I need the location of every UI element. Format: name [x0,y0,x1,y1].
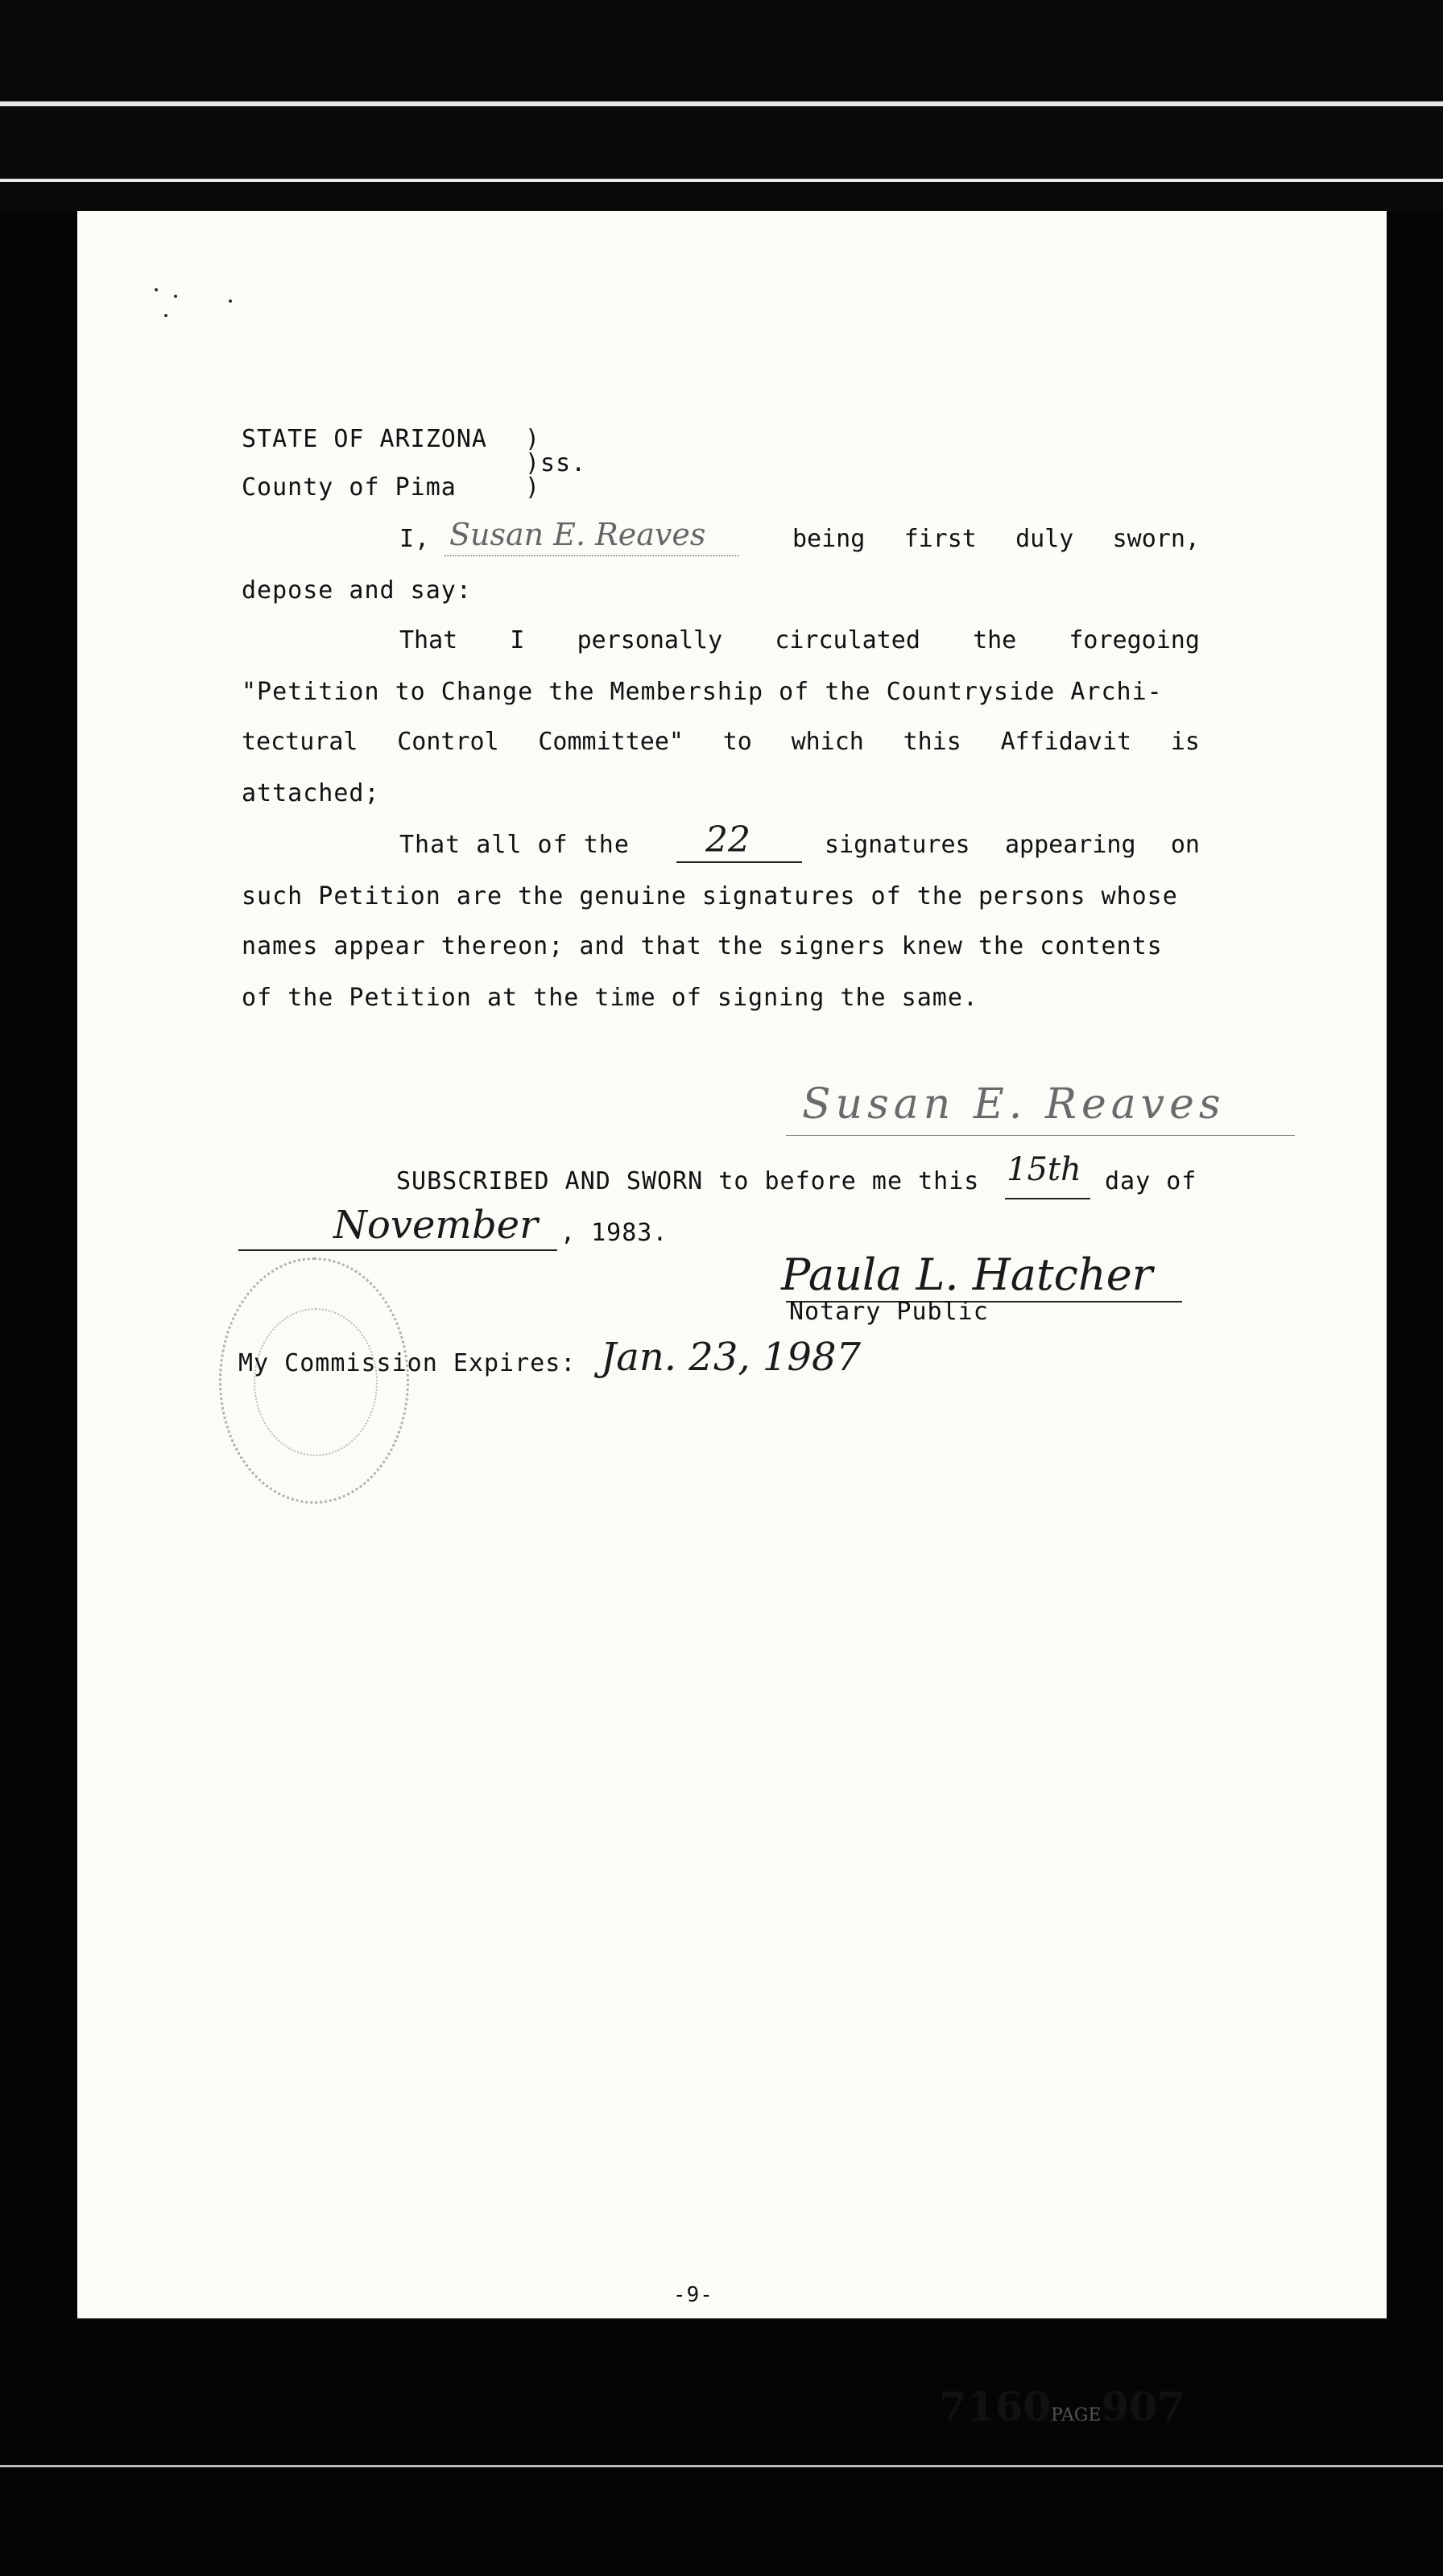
paragraph2-line4: attached; [242,779,380,807]
affiant-name-line [444,555,739,556]
scan-speck [174,295,177,298]
top-rule-2 [0,179,1443,182]
caption-paren: ) [525,473,541,502]
jurat-day: 15th [1007,1151,1081,1188]
signature-count: 22 [705,819,750,861]
scan-speck [229,299,232,303]
affiant-name-signature: Susan E. Reaves [449,517,706,552]
paragraph3-line1-end [825,831,1200,859]
jurat-year: , 1983. [560,1219,668,1247]
jurat-month-line [238,1249,557,1251]
notary-seal [219,1257,409,1504]
commission-label: My Commission Expires: [238,1349,577,1377]
paragraph1-line2: depose and say: [242,576,472,605]
affiant-signature: Susan E. Reaves [802,1080,1226,1129]
jurat-line1: SUBSCRIBED AND SWORN to before me this [396,1167,980,1195]
word: Affidavit [1000,728,1132,756]
paragraph2-line3 [242,728,1200,756]
word: the [973,626,1017,654]
word: foregoing [1069,626,1200,654]
word: tectural [242,728,358,756]
word: sworn, [1112,525,1200,553]
word: this [903,728,961,756]
word: is [1170,728,1200,756]
scan-speck [164,314,167,317]
word: appearing [1004,831,1136,859]
word: which [791,728,864,756]
scan-speck [155,288,158,291]
word: I [510,626,525,654]
signature-count-line [676,861,802,863]
word: circulated [775,626,920,654]
jurat-day-line [1005,1198,1090,1199]
state-label: STATE OF ARIZONA [242,425,487,453]
paragraph3-prefix: That all of the [399,831,630,859]
word: Committee" [538,728,684,756]
recording-number [939,2383,1185,2430]
recording-page: 907 [1101,2383,1185,2430]
bottom-rule [0,2465,1443,2467]
county-label: County of Pima [242,473,457,502]
paragraph3-line2: such Petition are the genuine signatures of the persons whose [242,882,1178,910]
caption-paren: ) [525,425,541,453]
word: That [399,626,458,654]
recording-book: 7160 [939,2383,1052,2430]
word: first [903,525,977,553]
paragraph2-line1 [399,626,1200,654]
paragraph2-line2: "Petition to Change the Membership of the Countryside Archi- [242,678,1163,706]
paragraph3-line4: of the Petition at the time of signing the same. [242,984,978,1012]
word: signatures [825,831,970,859]
word: being [792,525,866,553]
word: duly [1015,525,1074,553]
notary-signature: Paula L. Hatcher [781,1249,1153,1300]
word: on [1170,831,1200,859]
recording-page-label: PAGE [1051,2405,1102,2425]
page-number: -9- [673,2283,713,2307]
jurat-day-of: day of [1105,1167,1197,1195]
affiant-prefix: I, [399,525,431,553]
top-rule [0,101,1443,106]
word: personally [577,626,723,654]
word: to [722,728,752,756]
word: Control [397,728,499,756]
affiant-signature-line [786,1135,1295,1136]
paragraph1-line1-end [792,525,1200,553]
notary-title: Notary Public [789,1298,989,1326]
commission-date: Jan. 23, 1987 [601,1335,862,1380]
document-page [77,211,1387,2430]
jurat-month: November [333,1203,539,1248]
ss-label: )ss. [525,449,587,477]
paragraph3-line3: names appear thereon; and that the signers knew the contents [242,932,1163,960]
